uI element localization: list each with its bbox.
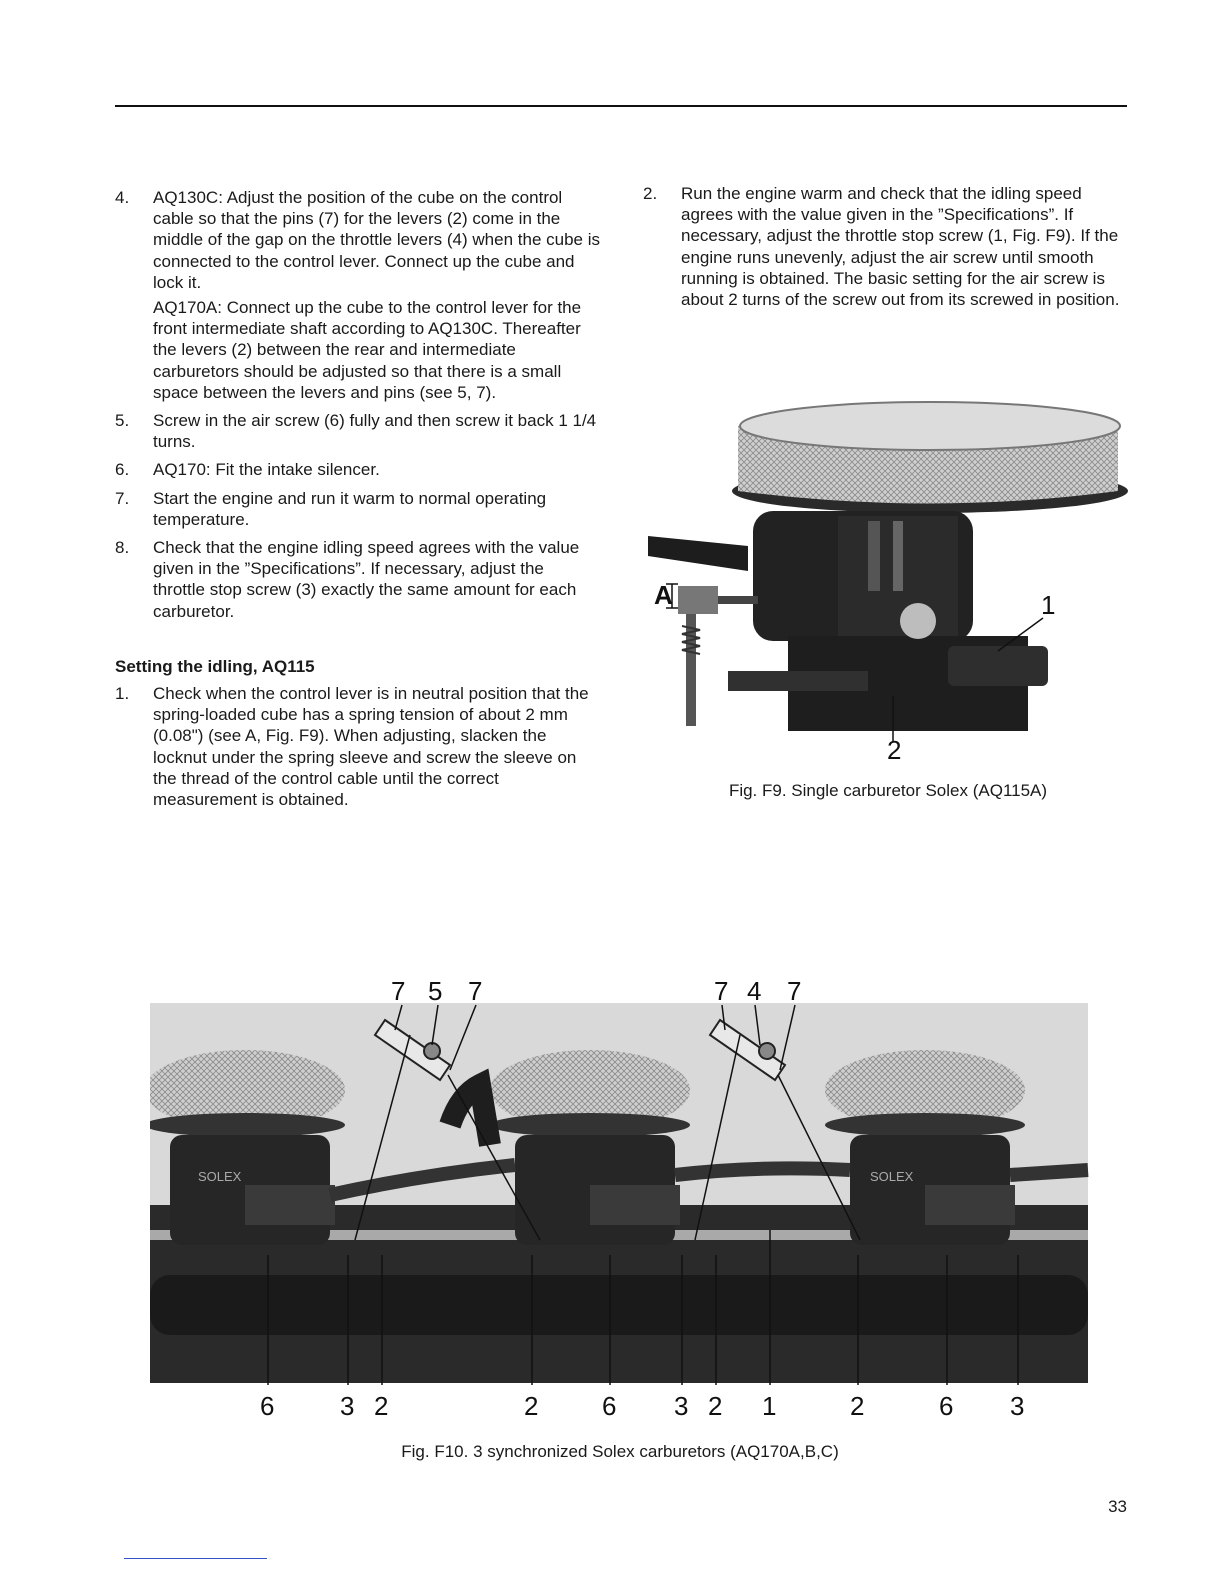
figure-f9-label-2: 2 bbox=[887, 735, 902, 765]
figure-f10-bottom-label: 6 bbox=[602, 1391, 617, 1421]
figure-f10-brand-right: SOLEX bbox=[870, 1169, 914, 1184]
figure-f10-caption: Fig. F10. 3 synchronized Solex carburetors (AQ170A,B,C) bbox=[401, 1442, 839, 1461]
figure-f10-bottom-label: 1 bbox=[762, 1391, 777, 1421]
figure-f10-top-label: 7 bbox=[787, 976, 802, 1006]
paragraph: AQ170A: Connect up the cube to the control lever for the front intermediate shaft according to AQ130C. Thereafter the levers (2) between the rear and intermediate carburetors should be adjusted so that there is a small space between the levers and pins (see 5, 7). bbox=[153, 298, 582, 402]
list-item-text bbox=[153, 683, 600, 814]
list-item-number: 6. bbox=[115, 460, 130, 480]
paragraph: AQ130C: Adjust the position of the cube on the control cable so that the pins (7) for the levers (2) come in the middle of the gap on the throttle levers (4) when the cube is connected to the control lever. Connect up the cube and lock it. bbox=[153, 188, 600, 292]
page-number: 33 bbox=[1108, 1497, 1127, 1516]
list-item bbox=[115, 187, 600, 407]
paragraph: Check when the control lever is in neutral position that the spring-loaded cube has a spring tension of about 2 mm (0.08") (see A, Fig. F9). When adjusting, slacken the locknut under the spring sleeve and screw the sleeve on the thread of the control cable until the correct measurement is obtained. bbox=[153, 684, 589, 810]
paragraph: Start the engine and run it warm to normal operating temperature. bbox=[153, 488, 547, 529]
list-item bbox=[115, 488, 600, 534]
list-item-text bbox=[681, 183, 1127, 314]
list-item-number: 4. bbox=[115, 188, 130, 207]
figure-f10-bottom-label: 3 bbox=[1010, 1391, 1025, 1421]
figure-f10-bottom-label: 6 bbox=[260, 1391, 275, 1421]
list-item-text bbox=[153, 410, 600, 456]
list-item-number: 5. bbox=[115, 411, 130, 431]
list-item bbox=[115, 537, 600, 626]
figure-f10-top-label: 4 bbox=[747, 976, 762, 1006]
list-item bbox=[643, 183, 1127, 314]
figure-f10-bottom-label: 2 bbox=[524, 1391, 539, 1421]
list-item bbox=[115, 410, 600, 456]
figure-f10-top-label: 7 bbox=[714, 976, 729, 1006]
list-item-number: 1. bbox=[115, 684, 130, 704]
figure-f9-label-1: 1 bbox=[1041, 590, 1056, 620]
list-item-number: 8. bbox=[115, 538, 130, 558]
bottom-link-rule bbox=[124, 1558, 267, 1559]
figure-f9-caption: Fig. F9. Single carburetor Solex (AQ115A) bbox=[728, 781, 1048, 800]
figure-f10-bottom-label: 6 bbox=[939, 1391, 954, 1421]
paragraph: Run the engine warm and check that the idling speed agrees with the value given in the ”Specifications”. If necessary, adjust the throttle stop screw (1, Fig. F9). If the engine runs unevenly, adjust the air screw until smooth running is obtained. The basic setting for the air screw is about 2 turns of the screw out from its screwed in position. bbox=[681, 184, 1120, 310]
right-column bbox=[643, 183, 1127, 317]
list-item bbox=[115, 459, 600, 484]
list-item bbox=[115, 683, 600, 814]
figure-f10-top-label: 7 bbox=[468, 976, 483, 1006]
paragraph: AQ170: Fit the intake silencer. bbox=[153, 460, 380, 480]
list-item-number: 7. bbox=[115, 488, 130, 508]
figure-f10-bottom-label: 2 bbox=[374, 1391, 389, 1421]
figure-f10-three-carburetors-photo bbox=[150, 975, 1090, 1435]
list-item-text bbox=[153, 488, 600, 534]
paragraph: Check that the engine idling speed agrees with the value given in the ”Specifications”. If necessary, adjust the throttle stop screw (3) exactly the same amount for each carburetor. bbox=[153, 538, 580, 621]
figure-f9-label-a: A bbox=[654, 580, 673, 610]
paragraph: Screw in the air screw (6) fully and then screw it back 1 1/4 turns. bbox=[153, 411, 597, 452]
figure-f10-bottom-label: 3 bbox=[340, 1391, 355, 1421]
section-heading: Setting the idling, AQ115 bbox=[115, 656, 315, 676]
figure-f9-carburetor-photo bbox=[648, 396, 1128, 766]
list-item-text bbox=[153, 537, 600, 626]
figure-f10-brand-left: SOLEX bbox=[198, 1169, 242, 1184]
figure-f10-bottom-label: 2 bbox=[708, 1391, 723, 1421]
list-item-text bbox=[153, 187, 600, 407]
left-column bbox=[115, 187, 600, 817]
figure-f10-top-label: 7 bbox=[391, 976, 406, 1006]
figure-f10-bottom-label: 2 bbox=[850, 1391, 865, 1421]
figure-f10-bottom-label: 3 bbox=[674, 1391, 689, 1421]
list-item-number: 2. bbox=[643, 184, 658, 203]
top-rule bbox=[115, 105, 1127, 107]
figure-f10-top-label: 5 bbox=[428, 976, 443, 1006]
list-item-text bbox=[153, 459, 600, 484]
